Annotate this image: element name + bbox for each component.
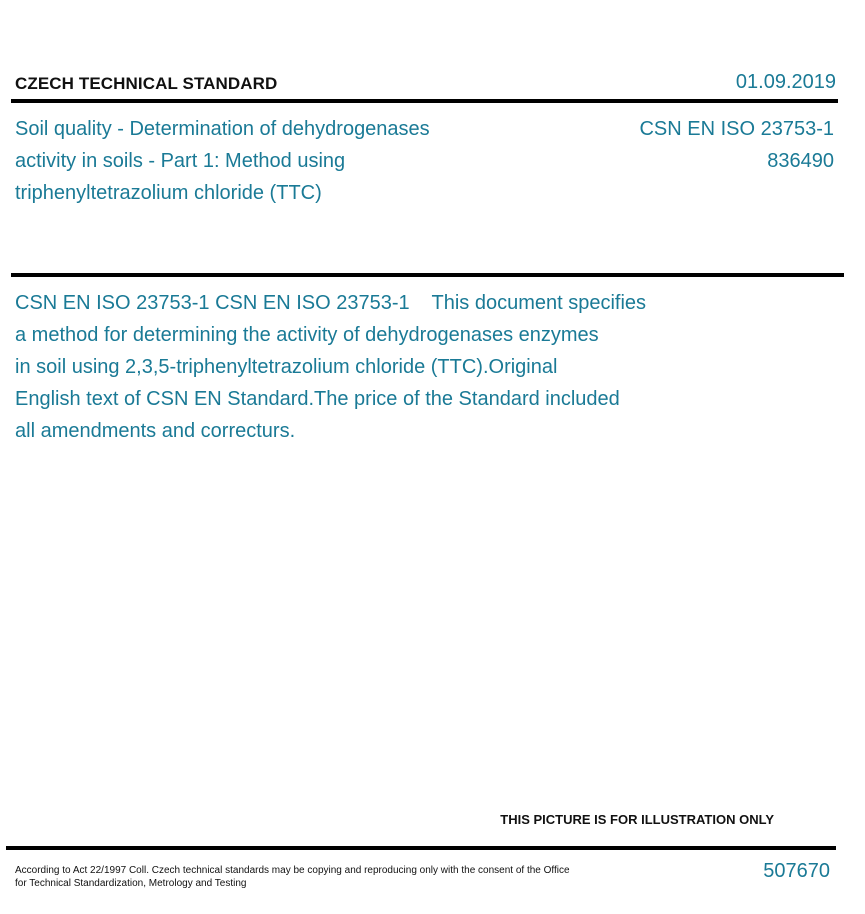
standard-code: CSN EN ISO 23753-1 (639, 118, 834, 140)
description-line: English text of CSN EN Standard.The price of the Standard included (15, 388, 620, 410)
legal-note-line: According to Act 22/1997 Coll. Czech technical standards may be copying and reproducing only with the consent of the Office (15, 865, 570, 876)
header-title: CZECH TECHNICAL STANDARD (15, 74, 278, 93)
document-identifiers (639, 113, 834, 177)
header-divider (11, 99, 838, 103)
document-description (15, 287, 715, 447)
catalog-number: 836490 (767, 150, 834, 172)
document-title (15, 113, 535, 209)
legal-note-line: for Technical Standardization, Metrology and Testing (15, 878, 247, 889)
document-title-line: Soil quality - Determination of dehydrogenases (15, 118, 430, 140)
document-number: 507670 (763, 860, 830, 882)
document-title-line: triphenyltetrazolium chloride (TTC) (15, 182, 322, 204)
section-divider (11, 273, 844, 277)
description-line: all amendments and correcturs. (15, 420, 296, 442)
footer-divider (6, 846, 836, 850)
illustration-note: THIS PICTURE IS FOR ILLUSTRATION ONLY (500, 812, 774, 827)
description-line: CSN EN ISO 23753-1 CSN EN ISO 23753-1 This document specifies (15, 292, 647, 314)
header-date: 01.09.2019 (735, 71, 836, 93)
legal-note (15, 864, 615, 890)
description-line: a method for determining the activity of dehydrogenases enzymes (15, 324, 599, 346)
description-line: in soil using 2,3,5-triphenyltetrazolium chloride (TTC).Original (15, 356, 558, 378)
document-title-line: activity in soils - Part 1: Method using (15, 150, 346, 172)
